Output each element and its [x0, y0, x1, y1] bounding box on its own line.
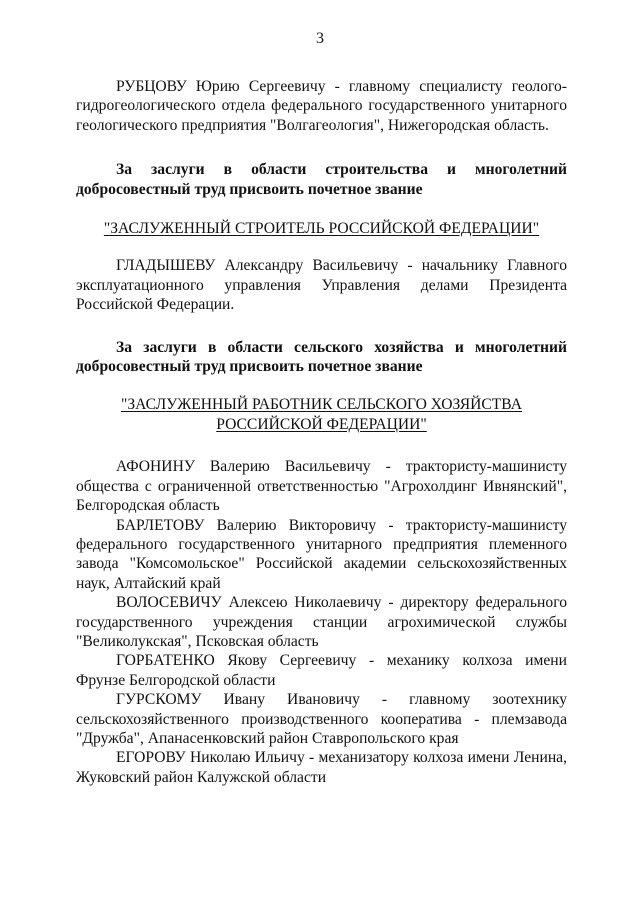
award-entry-gorbatenko: ГОРБАТЕНКО Якову Сергеевичу - механику колхоза имени Фрунзе Белгородской области: [76, 652, 567, 689]
honorary-title-construction: "ЗАСЛУЖЕННЫЙ СТРОИТЕЛЬ РОССИЙСКОЙ ФЕДЕРАЦИИ": [103, 220, 540, 238]
award-entry-gursky: ГУРСКОМУ Ивану Ивановичу - главному зоотехнику сельскохозяйственного производственного кооператива - племзавода "Дружба", Апанасенковский район Ставропольского края: [76, 691, 567, 747]
award-entry-afonin: АФОНИНУ Валерию Васильевичу - трактористу-машинисту общества с ограниченной ответственностью "Агрохолдинг Ивнянский", Белгородская область: [76, 458, 567, 515]
award-entry-gladyshev: ГЛАДЫШЕВУ Александру Васильевичу - начальнику Главного эксплуатационного управления Управления делами Президента Российской Федерации.: [76, 257, 567, 314]
honorary-title-agriculture-line-1: "ЗАСЛУЖЕННЫЙ РАБОТНИК СЕЛЬСКОГО ХОЗЯЙСТВА: [120, 396, 522, 414]
page-number: 3: [316, 30, 324, 47]
award-entry-egorov: ЕГОРОВУ Николаю Ильичу - механизатору колхоза имени Ленина, Жуковский район Калужской области: [76, 749, 567, 786]
merit-statement-construction: За заслуги в области строительства и многолетний добросовестный труд присвоить почетное звание: [76, 161, 567, 198]
award-entry-rubtsov: РУБЦОВУ Юрию Сергеевичу - главному специалисту геолого-гидрогеологического отдела федерального государственного унитарного геологического предприятия "Волгагеология", Нижегородская область.: [76, 78, 567, 134]
merit-statement-agriculture: За заслуги в области сельского хозяйства и многолетний добросовестный труд присвоить почетное звание: [76, 338, 567, 376]
document-body: [76, 77, 567, 787]
award-entry-barletov: БАРЛЕТОВУ Валерию Викторовичу - трактористу-машинисту федерального государственного унитарного предприятия племенного завода "Комсомольское" Российской академии сельскохозяйственных наук, Алтайский край: [76, 516, 567, 592]
honorary-title-agriculture-line-2: РОССИЙСКОЙ ФЕДЕРАЦИИ": [216, 415, 427, 433]
award-entry-volosevich: ВОЛОСЕВИЧУ Алексею Николаевичу - директору федерального государственного учреждения станции агрохимической службы "Великолукская", Псковская область: [76, 594, 567, 650]
honorary-title-agriculture: [76, 395, 567, 434]
